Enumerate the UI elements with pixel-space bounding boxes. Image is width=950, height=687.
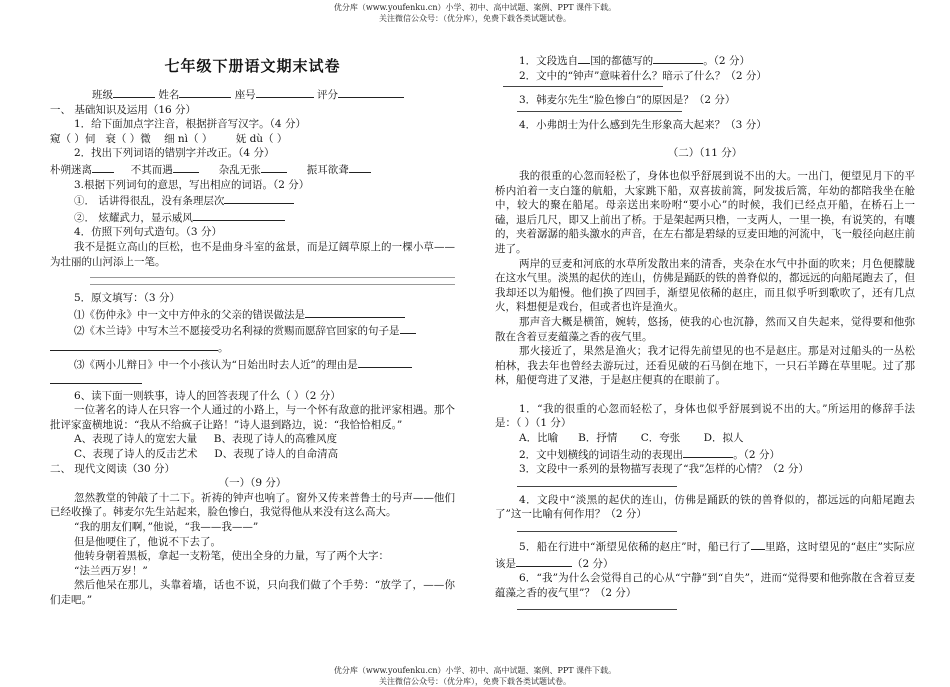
header-line-1: 优分库（www.youfenku.cn）小学、初中、高中试题、案例、PPT 课件下载。: [333, 3, 617, 12]
rq1-blank-a[interactable]: [578, 52, 590, 64]
reading-q3: 3．韩麦尔先生“脸色惨白”的原因是？（2 分）: [519, 94, 736, 107]
q1-item-b: 衰（ ）微: [105, 132, 151, 145]
q2-blank-b[interactable]: [173, 161, 199, 173]
q1-item-c: 细 nì（ ）: [164, 132, 213, 145]
reading-q2: 2．文中的“钟声”意味着什么？暗示了什么？（2 分）: [519, 69, 767, 82]
part-2-heading: （二）（11 分）: [667, 147, 743, 160]
question-5a: [50, 306, 455, 323]
passage-2-para-4: 那火接近了，果然是渔火；我才记得先前望见的也不是赵庄。那是对过船头的一丛松柏林，我去年也曾经去游玩过，还看见破的石马倒在地下，一只石羊蹲在草里呢。过了那林，船便弯进了叉港，于是赵庄便真的在眼前了。: [495, 345, 915, 387]
r2q1-option-c[interactable]: C．夸张: [640, 432, 681, 445]
q2-blank-c[interactable]: [261, 161, 287, 173]
q5a-text: ⑴《伤仲永》中一文中方仲永的父亲的错误做法是: [74, 308, 305, 321]
passage-2-para-3: 那声音大概是横笛，婉转，悠扬，使我的心也沉静，然而又自失起来，觉得要和他弥散在含着豆麦蕴藻之香的夜气里。: [495, 315, 915, 343]
score-field[interactable]: [338, 86, 404, 98]
question-5: 5．原文填写：（3 分）: [74, 292, 180, 305]
reading2-q2: [495, 446, 915, 463]
q6-options-row-2: [50, 447, 455, 462]
q2-item-a: 朴朔迷离: [50, 163, 92, 176]
footer-line-1: 优分库（www.youfenku.cn）小学、初中、高中试题、案例、PPT 课件下载。: [333, 666, 617, 675]
r2q1-option-b[interactable]: B．抒情: [578, 432, 618, 445]
class-field[interactable]: [113, 86, 155, 98]
score-label: 评分: [317, 89, 339, 101]
student-info-row: [50, 86, 455, 103]
r2q6-answer-line[interactable]: [517, 609, 677, 610]
reading-q4: 4．小弗朗士为什么感到先生形象高大起来？（3 分）: [519, 118, 767, 131]
section-1-heading: 一、 基础知识及运用（16 分）: [50, 103, 197, 116]
question-6: 6、读下面一则轶事，诗人的回答表现了什么（ ）（2 分）: [74, 389, 341, 402]
q2-item-b: 不其而遇: [130, 163, 173, 176]
q1-item-d: 妩 dù（ ）: [235, 132, 288, 145]
question-3b: [50, 209, 455, 226]
rq1-text-b: 国的都德写的: [590, 55, 654, 67]
passage-1-para-4: 他转身朝着黑板，拿起一支粉笔，使出全身的力量，写了两个大字：: [74, 550, 389, 563]
footer-line-2: 关注微信公众号：（优分库），免费下载各类试题试卷。: [379, 677, 571, 686]
question-5b-cont: [50, 339, 455, 356]
page-footer: [0, 665, 950, 687]
q3b-text: ②． 炫耀武力，显示威风: [74, 211, 193, 224]
q6-option-b[interactable]: B、表现了诗人的高雅风度: [213, 433, 338, 446]
exam-title: 七年级下册语文期末试卷: [164, 57, 341, 75]
reading2-q4: 4．文段中“淡黑的起伏的连山，仿佛是踊跃的铁的兽脊似的，都远远的向船尾跑去了”这一比喻有何作用？（2 分）: [495, 493, 915, 521]
r2q1-option-a[interactable]: A．比喻: [519, 432, 559, 445]
q2-item-c: 杂乱无张: [218, 163, 261, 176]
seat-field[interactable]: [256, 86, 314, 98]
passage-1-para-2: “我的朋友们啊，”他说，“我——我——”: [74, 521, 259, 534]
q5c-blank-b[interactable]: [50, 372, 142, 384]
rq1-text-c: 。（2 分）: [703, 55, 750, 67]
r2q2-text: 2．文中划横线的词语生动的表现出: [519, 448, 684, 461]
question-4-text: 我不是挺立高山的巨松，也不是曲身斗室的盆景，而是辽阔草原上的一棵小草——为壮丽的山河添上一笔。: [50, 240, 455, 268]
reading2-q3: 3．文段中一系列的景物描写表现了“我”怎样的心情？（2 分）: [519, 463, 809, 476]
q2-blank-a[interactable]: [92, 161, 114, 173]
r2q5-text-c: （2 分）: [572, 557, 614, 570]
passage-1-para-3: 但是他哽住了，他说不下去了。: [74, 535, 221, 548]
name-label: 姓名: [158, 89, 180, 101]
question-3a: [50, 192, 455, 209]
r2q5-text-a: 5．船在行进中“渐望见依稀的赵庄”时，船已行了: [519, 541, 751, 554]
rq1-blank-b[interactable]: [653, 52, 703, 64]
q4-answer-line-1[interactable]: [90, 277, 455, 278]
rq3-answer-line[interactable]: [517, 111, 682, 112]
reading-q1: [495, 52, 915, 69]
question-4: 4．仿照下列句式造句。（3 分）: [74, 226, 222, 239]
q3b-blank[interactable]: [193, 209, 285, 221]
passage-1-para-1: 忽然教堂的钟敲了十二下。祈祷的钟声也响了。窗外又传来普鲁士的号声——他们已经收操了。韩麦尔先生站起来，脸色惨白，我觉得他从来没有这么高大。: [50, 491, 455, 519]
r2q1-option-d[interactable]: D．拟人: [703, 432, 744, 445]
passage-2-para-2: 两岸的豆麦和河底的水草所发散出来的清香，夹杂在水气中扑面的吹来；月色便朦胧在这水气里。淡黑的起伏的连山，仿佛是踊跃的铁的兽脊似的，都远远的向船尾跑去了，但我却还以为船慢。他们换了四回手，渐望见依稀的赵庄，而且似乎听到歌吹了，还有几点火，料想便是戏台，但或者也许是渔火。: [495, 257, 915, 314]
q2-blank-d[interactable]: [349, 161, 371, 173]
r2q2-blank[interactable]: [683, 446, 733, 458]
class-label: 班级: [92, 89, 113, 101]
question-1-items: [50, 132, 455, 147]
r2q5-blank-a[interactable]: [751, 538, 765, 550]
question-5c-cont: [50, 372, 455, 389]
passage-2-para-1: 我的很重的心忽而轻松了，身体也似乎舒展到说不出的大。一出门，便望见月下的平桥内泊着一支白篷的航船，大家跳下船，双喜拔前篙，阿发拔后篙，年幼的都陪我坐在舱中，较大的聚在船尾。母亲送出来吩咐“要小心”的时候，我们已经点开船，在桥石上一磕，退后几尺，即又上前出了桥。于是架起两只橹，一支两人，一里一换，有说笑的，有嚷的，夹着潺潺的船头激水的声音，在左右都是碧绿的豆麦田地的河流中，飞一般径向赵庄前进了。: [495, 169, 915, 255]
r2q5-text-b: 里路，这时望见的“赵庄”实际应该是: [495, 541, 915, 570]
reading2-q6: 6．“我”为什么会觉得自己的心从“宁静”到“自失”，进而“觉得要和他弥散在含着豆麦蕴藻之香的夜气里”？（2 分）: [495, 572, 915, 599]
question-5b: [50, 322, 455, 339]
q5b-blank-b[interactable]: [50, 339, 218, 351]
right-column: [495, 52, 915, 616]
rq2-answer-line[interactable]: [503, 86, 663, 87]
page-header: [0, 2, 950, 24]
q5b-blank-a[interactable]: [400, 322, 416, 334]
q4-answer-line-2[interactable]: [90, 284, 455, 285]
question-2: 2．找出下列词语的错别字并改正。（4 分）: [74, 147, 275, 160]
r2q5-blank-b[interactable]: [516, 555, 572, 567]
q6-options-row-1: [50, 432, 455, 447]
question-5c: [50, 356, 455, 373]
question-3: 3.根据下列词句的意思，写出相应的词语。（2 分）: [74, 178, 310, 191]
question-6-text: 一位著名的诗人在只容一个人通过的小路上，与一个怀有敌意的批评家相遇。那个批评家蛮横地说：“我从不给疯子让路！”诗人退到路边，说：“我恰恰相反。”: [50, 404, 455, 431]
q6-option-d[interactable]: D、表现了诗人的自命清高: [214, 448, 339, 461]
passage-1-para-6: 然后他呆在那儿，头靠着墙，话也不说，只向我们做了个手势：“放学了，——你们走吧。”: [50, 579, 455, 606]
q5c-blank-a[interactable]: [358, 356, 412, 368]
reading2-q1-options: [495, 431, 915, 446]
q3a-text: ①． 话讲得很乱，没有条理层次: [74, 195, 225, 208]
question-1: 1．给下面加点字注音，根据拼音写汉字。（4 分）: [74, 118, 306, 131]
q6-option-c[interactable]: C、表现了诗人的反击艺术: [74, 448, 198, 461]
q6-option-a[interactable]: A、表现了诗人的宽宏大量: [74, 433, 198, 446]
q5b-end: 。: [218, 341, 229, 354]
reading2-q5: [495, 538, 915, 571]
question-2-items: [50, 161, 455, 178]
q5c-text: ⑶《两小儿辩日》中一个小孩认为“日始出时去人近”的理由是: [74, 358, 358, 371]
q5a-blank[interactable]: [305, 306, 405, 318]
part-1-heading: （一）（9 分）: [218, 477, 287, 490]
passage-1-para-5: “法兰西万岁！”: [74, 564, 148, 577]
q2-item-d: 振耳欲聋: [306, 163, 349, 176]
header-line-2: 关注微信公众号：（优分库），免费下载各类试题试卷。: [379, 14, 571, 23]
q1-item-a: 窥（ ）伺: [50, 132, 96, 145]
r2q2-end: 。（2 分）: [733, 448, 780, 461]
left-column: [50, 56, 455, 608]
section-2-heading: 二、 现代文阅读（30 分）: [50, 462, 176, 475]
r2q3-answer-line[interactable]: [517, 486, 677, 487]
q5b-text: ⑵《木兰诗》中写木兰不愿接受功名利禄的赏赐而愿辞官回家的句子是: [74, 325, 400, 338]
rq1-text-a: 1．文段选自: [519, 55, 579, 67]
q3a-blank[interactable]: [224, 192, 294, 204]
reading2-q1: 1．“我的很重的心忽而轻松了，身体也似乎舒展到说不出的大。”所运用的修辞手法是：（ ）（1 分）: [495, 402, 915, 430]
name-field[interactable]: [179, 86, 231, 98]
r2q4-answer-line[interactable]: [517, 531, 677, 532]
seat-label: 座号: [234, 89, 256, 101]
